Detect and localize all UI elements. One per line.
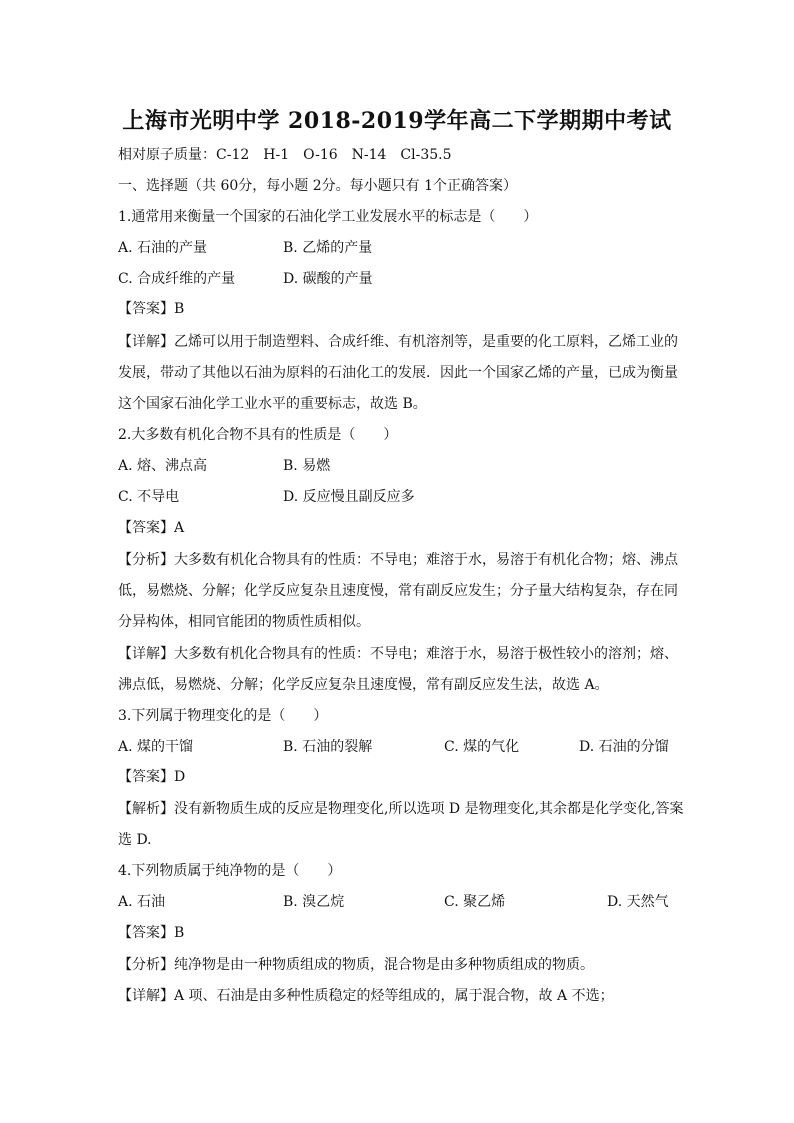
question-1-detail-line: 发展，带动了其他以石油为原料的石油化工的发展．因此一个国家乙烯的产量，已成为衡量 bbox=[118, 365, 678, 381]
question-1-option-c: C. 合成纤维的产量 bbox=[118, 271, 236, 287]
question-1-detail-line: 【详解】乙烯可以用于制造塑料、合成纤维、有机溶剂等，是重要的化工原料，乙烯工业的 bbox=[118, 334, 678, 350]
question-4-option-b: B. 溴乙烷 bbox=[283, 894, 345, 910]
question-4-answer: 【答案】B bbox=[118, 925, 185, 941]
question-1-detail-line: 这个国家石油化学工业水平的重要标志，故选 B。 bbox=[118, 396, 427, 412]
question-3-explain-line: 选 D. bbox=[118, 832, 152, 848]
question-3-answer: 【答案】D bbox=[118, 769, 186, 785]
atomic-masses: 相对原子质量：C-12 H-1 O-16 N-14 Cl-35.5 bbox=[118, 147, 452, 163]
question-1-option-d: D. 碳酸的产量 bbox=[283, 271, 373, 287]
section-header: 一、选择题（共 60分，每小题 2分。每小题只有 1个正确答案） bbox=[118, 178, 517, 194]
question-2-option-c: C. 不导电 bbox=[118, 489, 180, 505]
question-2-detail-line: 沸点低，易燃烧、分解；化学反应复杂且速度慢，常有副反应发生法，故选 A。 bbox=[118, 677, 609, 693]
question-1-stem: 1.通常用来衡量一个国家的石油化学工业发展水平的标志是（ ） bbox=[118, 209, 538, 225]
question-3-stem: 3.下列属于物理变化的是（ ） bbox=[118, 708, 328, 724]
question-2-option-a: A. 熔、沸点高 bbox=[118, 458, 208, 474]
question-4-option-d: D. 天然气 bbox=[607, 894, 669, 910]
question-3-explain-line: 【解析】没有新物质生成的反应是物理变化,所以选项 D 是物理变化,其余都是化学变化,答案 bbox=[118, 801, 684, 817]
question-1-option-b: B. 乙烯的产量 bbox=[283, 240, 373, 256]
question-3-option-b: B. 石油的裂解 bbox=[283, 739, 373, 755]
question-4-detail-line: 【详解】A 项、石油是由多种性质稳定的烃等组成的，属于混合物，故 A 不选； bbox=[118, 988, 614, 1004]
page-title: 上海市光明中学 2018-2019学年高二下学期期中考试 bbox=[122, 108, 672, 134]
question-2-analysis-line: 【分析】大多数有机化合物具有的性质：不导电；难溶于水，易溶于有机化合物；熔、沸点 bbox=[118, 552, 678, 568]
question-2-option-d: D. 反应慢且副反应多 bbox=[283, 489, 415, 505]
question-2-answer: 【答案】A bbox=[118, 520, 185, 536]
question-1-answer: 【答案】B bbox=[118, 301, 185, 317]
question-2-analysis-line: 分异构体，相同官能团的物质性质相似。 bbox=[118, 614, 370, 630]
question-4-stem: 4.下列物质属于纯净物的是（ ） bbox=[118, 863, 342, 879]
question-2-detail-line: 【详解】大多数有机化合物具有的性质：不导电；难溶于水，易溶于极性较小的溶剂；熔、 bbox=[118, 646, 678, 662]
question-4-analysis-line: 【分析】纯净物是由一种物质组成的物质，混合物是由多种物质组成的物质。 bbox=[118, 957, 594, 973]
question-2-stem: 2.大多数有机化合物不具有的性质是（ ） bbox=[118, 427, 398, 443]
question-3-option-d: D. 石油的分馏 bbox=[579, 739, 669, 755]
question-1-option-a: A. 石油的产量 bbox=[118, 240, 208, 256]
question-4-option-a: A. 石油 bbox=[118, 894, 166, 910]
question-3-option-c: C. 煤的气化 bbox=[444, 739, 520, 755]
question-2-option-b: B. 易燃 bbox=[283, 458, 331, 474]
question-4-option-c: C. 聚乙烯 bbox=[444, 894, 506, 910]
question-2-analysis-line: 低，易燃烧、分解；化学反应复杂且速度慢，常有副反应发生；分子量大结构复杂，存在同 bbox=[118, 583, 678, 599]
question-3-option-a: A. 煤的干馏 bbox=[118, 739, 194, 755]
